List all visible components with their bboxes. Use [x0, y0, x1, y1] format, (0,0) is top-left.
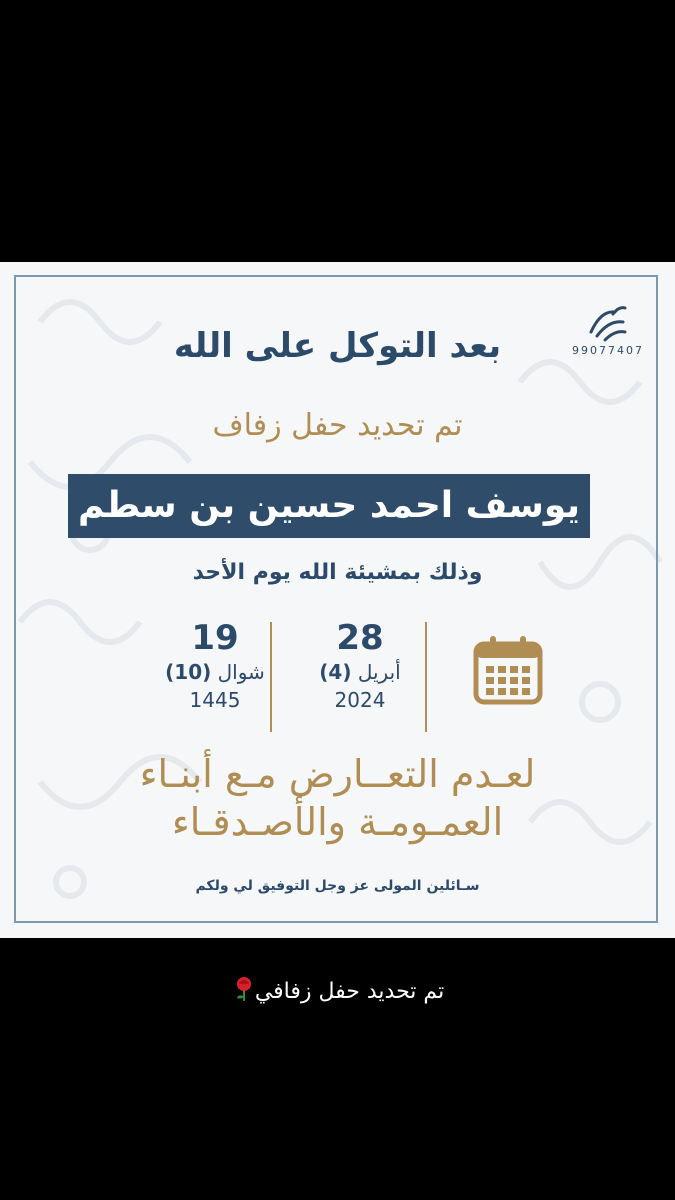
invitation-card — [0, 262, 675, 938]
gregorian-month-row — [300, 660, 420, 684]
closing-line: سـائلين المولى عز وجل التوفيق لي ولكم — [195, 878, 480, 894]
hijri-month: شوال — [217, 660, 265, 684]
story-caption — [0, 976, 675, 1008]
groom-name-banner: يوسف احمد حسين بن سطم — [68, 474, 590, 538]
hijri-day: 19 — [191, 618, 239, 658]
hijri-date — [155, 618, 275, 712]
card-subtitle: تم تحديد حفل زفاف — [212, 408, 463, 443]
gregorian-month: أبريل — [357, 660, 401, 684]
gregorian-month-number: (4) — [319, 660, 352, 684]
hijri-month-row — [155, 660, 275, 684]
hijri-year: 1445 — [189, 688, 241, 712]
hijri-month-number: (10) — [165, 660, 212, 684]
gregorian-day: 28 — [336, 618, 384, 658]
rose-icon — [233, 976, 255, 1008]
card-title: بعد التوكل على الله — [173, 326, 502, 366]
gregorian-date — [300, 618, 420, 712]
logo-phone-number: 99077407 — [572, 344, 644, 357]
reason-line-1: لعـدم التعــارض مـع أبنـاء — [139, 752, 536, 796]
date-divider-right — [425, 622, 427, 732]
caption-text: تم تحديد حفل زفافي — [254, 979, 445, 1004]
gregorian-year: 2024 — [334, 688, 386, 712]
reason-line-2: العمـومـة والأصـدقـاء — [171, 800, 504, 844]
calendar-icon — [472, 634, 544, 710]
day-line: وذلك بمشيئة الله يوم الأحد — [192, 560, 483, 585]
